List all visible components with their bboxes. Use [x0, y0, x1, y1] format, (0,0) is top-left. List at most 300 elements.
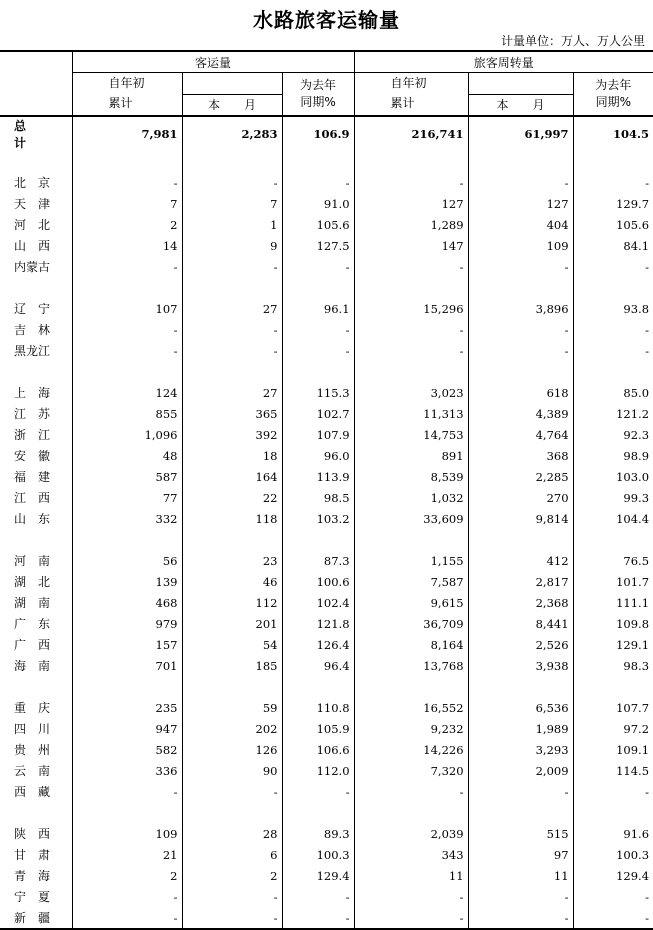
- cell-turn-month: 8,441: [468, 613, 573, 634]
- region-name: 新 疆: [0, 907, 72, 929]
- cell-turn-yoy: 109.8: [573, 613, 653, 634]
- cell-vol-ytd: 14: [72, 235, 182, 256]
- cell-vol-yoy: 110.8: [282, 697, 354, 718]
- cell-vol-month: 54: [182, 634, 282, 655]
- cell-turn-ytd: 33,609: [354, 508, 468, 529]
- cell-vol-yoy: 105.9: [282, 718, 354, 739]
- spacer-cell: [182, 361, 282, 382]
- spacer-cell: [0, 151, 72, 172]
- region-name: 青 海: [14, 869, 51, 883]
- spacer-cell: [72, 676, 182, 697]
- table-row: [0, 172, 653, 193]
- region-name: 浙 江: [14, 428, 51, 442]
- cell-turn-ytd: 9,615: [354, 592, 468, 613]
- spacer-cell: [182, 676, 282, 697]
- table-row: [0, 298, 653, 319]
- spacer-cell: [468, 361, 573, 382]
- region-name: 辽 宁: [14, 302, 51, 316]
- cell-vol-ytd: 1,096: [72, 424, 182, 445]
- corner-cell-lower: [0, 73, 72, 117]
- region-name: 江 西: [14, 491, 51, 505]
- cell-vol-ytd: 855: [72, 403, 182, 424]
- cell-vol-yoy: -: [282, 256, 354, 277]
- cell-turn-month: 618: [468, 382, 573, 403]
- cell-vol-yoy: 102.7: [282, 403, 354, 424]
- region-name: 海 南: [14, 659, 51, 673]
- cell-vol-yoy: -: [282, 340, 354, 361]
- header-vol-ytd: [72, 73, 182, 117]
- cell-turn-ytd: 15,296: [354, 298, 468, 319]
- table-row: [0, 319, 653, 340]
- cell-vol-ytd: -: [72, 340, 182, 361]
- cell-vol-ytd: -: [72, 256, 182, 277]
- cell-vol-ytd: 139: [72, 571, 182, 592]
- cell-vol-ytd: 979: [72, 613, 182, 634]
- cell-vol-yoy: 87.3: [282, 550, 354, 571]
- cell-turn-yoy: -: [573, 781, 653, 802]
- cell-vol-yoy: 121.8: [282, 613, 354, 634]
- header-vol-month: [182, 73, 282, 117]
- cell-vol-yoy: 113.9: [282, 466, 354, 487]
- cell-turn-ytd: -: [354, 907, 468, 929]
- cell-turn-ytd: 7,587: [354, 571, 468, 592]
- region-name: 广 西: [14, 638, 51, 652]
- cell-vol-month: 365: [182, 403, 282, 424]
- cell-vol-month: 201: [182, 613, 282, 634]
- cell-vol-yoy: -: [282, 172, 354, 193]
- cell-vol-month: 2: [182, 865, 282, 886]
- cell-vol-ytd: 7,981: [72, 116, 182, 151]
- header-turn-yoy-line2: 同期%: [595, 95, 631, 109]
- region-name: 河 南: [14, 554, 51, 568]
- spacer-cell: [573, 361, 653, 382]
- spacer-cell: [468, 277, 573, 298]
- cell-vol-yoy: 100.3: [282, 844, 354, 865]
- table-row: [0, 214, 653, 235]
- cell-vol-ytd: -: [72, 886, 182, 907]
- cell-turn-yoy: 91.6: [573, 823, 653, 844]
- cell-turn-ytd: -: [354, 172, 468, 193]
- spacer-row: [0, 802, 653, 823]
- cell-turn-ytd: 14,226: [354, 739, 468, 760]
- cell-vol-ytd: 48: [72, 445, 182, 466]
- cell-vol-ytd: 7: [72, 193, 182, 214]
- cell-vol-month: 59: [182, 697, 282, 718]
- cell-turn-ytd: 216,741: [354, 116, 468, 151]
- cell-turn-ytd: 1,289: [354, 214, 468, 235]
- cell-turn-month: -: [468, 172, 573, 193]
- cell-turn-month: 6,536: [468, 697, 573, 718]
- spacer-cell: [282, 361, 354, 382]
- table-row: [0, 256, 653, 277]
- header-passenger-volume: 客运量: [72, 51, 354, 73]
- region-name: 黑龙江: [14, 344, 51, 358]
- cell-vol-yoy: 126.4: [282, 634, 354, 655]
- cell-vol-month: 22: [182, 487, 282, 508]
- cell-turn-month: -: [468, 256, 573, 277]
- cell-vol-ytd: 21: [72, 844, 182, 865]
- spacer-cell: [354, 802, 468, 823]
- table-row: [0, 466, 653, 487]
- cell-vol-month: 392: [182, 424, 282, 445]
- table-row: [0, 655, 653, 676]
- spacer-cell: [182, 277, 282, 298]
- header-vol-yoy-line2: 同期%: [300, 95, 336, 109]
- region-name: 湖 南: [14, 596, 51, 610]
- corner-cell: [0, 51, 72, 73]
- spacer-cell: [0, 802, 72, 823]
- spacer-cell: [182, 529, 282, 550]
- table-row: [0, 445, 653, 466]
- table-row: [0, 718, 653, 739]
- cell-turn-month: 2,285: [468, 466, 573, 487]
- cell-turn-yoy: 121.2: [573, 403, 653, 424]
- region-name: 云 南: [14, 764, 51, 778]
- cell-turn-yoy: 98.3: [573, 655, 653, 676]
- cell-turn-month: -: [468, 886, 573, 907]
- cell-turn-yoy: -: [573, 907, 653, 929]
- cell-turn-month: 3,938: [468, 655, 573, 676]
- cell-turn-yoy: 97.2: [573, 718, 653, 739]
- cell-turn-ytd: 7,320: [354, 760, 468, 781]
- cell-vol-month: 126: [182, 739, 282, 760]
- cell-vol-ytd: 2: [72, 865, 182, 886]
- cell-turn-month: 2,009: [468, 760, 573, 781]
- cell-turn-month: 368: [468, 445, 573, 466]
- table-row: [0, 550, 653, 571]
- region-name: 吉 林: [14, 323, 51, 337]
- cell-turn-month: 11: [468, 865, 573, 886]
- spacer-cell: [72, 802, 182, 823]
- cell-turn-yoy: 92.3: [573, 424, 653, 445]
- spacer-cell: [468, 676, 573, 697]
- spacer-cell: [282, 277, 354, 298]
- spacer-cell: [282, 529, 354, 550]
- cell-vol-month: -: [182, 886, 282, 907]
- spacer-row: [0, 277, 653, 298]
- cell-turn-month: 515: [468, 823, 573, 844]
- header-turn-yoy-line1: 为去年: [595, 78, 632, 92]
- cell-vol-month: 9: [182, 235, 282, 256]
- cell-turn-ytd: -: [354, 340, 468, 361]
- cell-vol-ytd: 468: [72, 592, 182, 613]
- cell-turn-ytd: 11,313: [354, 403, 468, 424]
- table-row: [0, 865, 653, 886]
- cell-vol-yoy: 100.6: [282, 571, 354, 592]
- cell-vol-ytd: 109: [72, 823, 182, 844]
- cell-turn-ytd: 9,232: [354, 718, 468, 739]
- header-vol-month-label: 本 月: [183, 94, 282, 115]
- cell-turn-ytd: 1,032: [354, 487, 468, 508]
- cell-turn-ytd: 127: [354, 193, 468, 214]
- cell-turn-yoy: -: [573, 256, 653, 277]
- header-vol-ytd-line1: 自年初: [108, 76, 145, 90]
- table-row: [0, 235, 653, 256]
- cell-vol-ytd: -: [72, 319, 182, 340]
- cell-turn-yoy: -: [573, 172, 653, 193]
- table-row: [0, 634, 653, 655]
- region-name: 西 藏: [14, 785, 51, 799]
- cell-turn-month: 61,997: [468, 116, 573, 151]
- cell-turn-yoy: 129.4: [573, 865, 653, 886]
- cell-turn-ytd: 343: [354, 844, 468, 865]
- cell-turn-month: 2,368: [468, 592, 573, 613]
- cell-vol-yoy: -: [282, 781, 354, 802]
- table-row: [0, 844, 653, 865]
- spacer-cell: [282, 802, 354, 823]
- cell-vol-ytd: 947: [72, 718, 182, 739]
- spacer-row: [0, 361, 653, 382]
- region-name: 重 庆: [14, 701, 51, 715]
- spacer-cell: [354, 277, 468, 298]
- cell-vol-yoy: -: [282, 886, 354, 907]
- cell-turn-yoy: 98.9: [573, 445, 653, 466]
- cell-turn-ytd: 13,768: [354, 655, 468, 676]
- cell-turn-ytd: 16,552: [354, 697, 468, 718]
- region-name: 四 川: [14, 722, 51, 736]
- table-row: [0, 382, 653, 403]
- cell-vol-month: -: [182, 172, 282, 193]
- cell-turn-month: 3,293: [468, 739, 573, 760]
- cell-vol-month: 1: [182, 214, 282, 235]
- spacer-cell: [282, 151, 354, 172]
- region-name: 陕 西: [14, 827, 51, 841]
- table-row: [0, 613, 653, 634]
- cell-turn-yoy: 93.8: [573, 298, 653, 319]
- spacer-cell: [282, 676, 354, 697]
- cell-turn-yoy: 76.5: [573, 550, 653, 571]
- table-body: [0, 116, 653, 929]
- table-row: [0, 886, 653, 907]
- cell-vol-ytd: -: [72, 172, 182, 193]
- cell-turn-ytd: 11: [354, 865, 468, 886]
- cell-turn-yoy: 111.1: [573, 592, 653, 613]
- cell-turn-yoy: 109.1: [573, 739, 653, 760]
- region-name: 山 东: [14, 512, 51, 526]
- cell-turn-ytd: -: [354, 781, 468, 802]
- cell-turn-month: -: [468, 781, 573, 802]
- cell-vol-ytd: 235: [72, 697, 182, 718]
- cell-vol-month: 112: [182, 592, 282, 613]
- spacer-cell: [0, 529, 72, 550]
- cell-turn-ytd: 8,164: [354, 634, 468, 655]
- cell-turn-yoy: 99.3: [573, 487, 653, 508]
- cell-vol-month: -: [182, 907, 282, 929]
- cell-vol-yoy: 102.4: [282, 592, 354, 613]
- cell-turn-yoy: -: [573, 319, 653, 340]
- unit-note: 计量单位：万人、万人公里: [500, 34, 645, 48]
- spacer-cell: [72, 277, 182, 298]
- region-name: 内蒙古: [14, 260, 51, 274]
- cell-turn-month: 9,814: [468, 508, 573, 529]
- cell-vol-month: 90: [182, 760, 282, 781]
- cell-vol-month: -: [182, 781, 282, 802]
- spacer-cell: [182, 802, 282, 823]
- cell-turn-ytd: -: [354, 886, 468, 907]
- cell-vol-month: -: [182, 340, 282, 361]
- region-name: 安 徽: [14, 449, 51, 463]
- cell-vol-ytd: -: [72, 781, 182, 802]
- cell-vol-yoy: 96.0: [282, 445, 354, 466]
- region-name: 贵 州: [14, 743, 51, 757]
- cell-vol-month: 164: [182, 466, 282, 487]
- cell-turn-ytd: 8,539: [354, 466, 468, 487]
- region-name: 山 西: [14, 239, 51, 253]
- spacer-cell: [72, 151, 182, 172]
- spacer-cell: [468, 529, 573, 550]
- table-row: [0, 403, 653, 424]
- cell-vol-month: 28: [182, 823, 282, 844]
- cell-vol-month: 18: [182, 445, 282, 466]
- cell-vol-month: 118: [182, 508, 282, 529]
- cell-vol-yoy: 129.4: [282, 865, 354, 886]
- cell-vol-ytd: 157: [72, 634, 182, 655]
- region-name: 江 苏: [14, 407, 51, 421]
- cell-turn-yoy: 104.4: [573, 508, 653, 529]
- cell-vol-month: -: [182, 319, 282, 340]
- header-turn-month: [468, 73, 573, 117]
- cell-vol-month: 185: [182, 655, 282, 676]
- cell-turn-yoy: 129.1: [573, 634, 653, 655]
- cell-turn-month: 2,526: [468, 634, 573, 655]
- cell-turn-month: 4,764: [468, 424, 573, 445]
- cell-turn-yoy: 103.0: [573, 466, 653, 487]
- region-name: 甘 肃: [14, 848, 51, 862]
- cell-turn-yoy: 101.7: [573, 571, 653, 592]
- spacer-row: [0, 151, 653, 172]
- spacer-cell: [573, 529, 653, 550]
- cell-turn-yoy: 100.3: [573, 844, 653, 865]
- table-row: [0, 340, 653, 361]
- cell-turn-month: 97: [468, 844, 573, 865]
- cell-vol-month: 27: [182, 298, 282, 319]
- header-turn-ytd-line1: 自年初: [390, 76, 427, 90]
- cell-vol-ytd: 587: [72, 466, 182, 487]
- spacer-cell: [468, 151, 573, 172]
- spacer-cell: [72, 361, 182, 382]
- table-row: [0, 739, 653, 760]
- header-vol-yoy-line1: 为去年: [300, 78, 337, 92]
- cell-vol-yoy: 106.6: [282, 739, 354, 760]
- region-name: 福 建: [14, 470, 51, 484]
- cell-turn-month: 404: [468, 214, 573, 235]
- cell-turn-month: -: [468, 907, 573, 929]
- cell-vol-ytd: 107: [72, 298, 182, 319]
- cell-vol-ytd: 336: [72, 760, 182, 781]
- cell-turn-month: 2,817: [468, 571, 573, 592]
- cell-vol-month: 202: [182, 718, 282, 739]
- header-vol-ytd-line2: 累计: [108, 96, 133, 110]
- header-turn-ytd: [354, 73, 468, 117]
- cell-vol-ytd: 77: [72, 487, 182, 508]
- table-row: [0, 907, 653, 929]
- spacer-row: [0, 676, 653, 697]
- spacer-cell: [182, 151, 282, 172]
- spacer-cell: [573, 277, 653, 298]
- cell-turn-ytd: 3,023: [354, 382, 468, 403]
- cell-turn-ytd: 147: [354, 235, 468, 256]
- cell-turn-yoy: 84.1: [573, 235, 653, 256]
- cell-vol-ytd: 56: [72, 550, 182, 571]
- cell-vol-yoy: 89.3: [282, 823, 354, 844]
- cell-vol-yoy: 107.9: [282, 424, 354, 445]
- header-turn-ytd-line2: 累计: [390, 96, 415, 110]
- cell-vol-yoy: 103.2: [282, 508, 354, 529]
- cell-vol-month: 2,283: [182, 116, 282, 151]
- cell-vol-ytd: 701: [72, 655, 182, 676]
- cell-turn-yoy: 129.7: [573, 193, 653, 214]
- cell-turn-ytd: 2,039: [354, 823, 468, 844]
- header-vol-yoy: [282, 73, 354, 117]
- table-row: [0, 424, 653, 445]
- cell-vol-ytd: 582: [72, 739, 182, 760]
- cell-vol-yoy: -: [282, 907, 354, 929]
- transport-table: [0, 50, 653, 930]
- spacer-cell: [354, 361, 468, 382]
- cell-turn-ytd: 14,753: [354, 424, 468, 445]
- spacer-cell: [573, 802, 653, 823]
- cell-turn-ytd: -: [354, 319, 468, 340]
- cell-turn-ytd: 891: [354, 445, 468, 466]
- cell-turn-month: -: [468, 319, 573, 340]
- cell-vol-yoy: 106.9: [282, 116, 354, 151]
- cell-vol-yoy: 112.0: [282, 760, 354, 781]
- cell-turn-ytd: 1,155: [354, 550, 468, 571]
- spacer-cell: [354, 151, 468, 172]
- cell-vol-yoy: 91.0: [282, 193, 354, 214]
- cell-turn-month: 4,389: [468, 403, 573, 424]
- total-row: [0, 116, 653, 151]
- cell-vol-month: -: [182, 256, 282, 277]
- cell-turn-yoy: 104.5: [573, 116, 653, 151]
- cell-vol-month: 27: [182, 382, 282, 403]
- spacer-cell: [354, 529, 468, 550]
- region-name: 湖 北: [14, 575, 51, 589]
- cell-turn-month: 127: [468, 193, 573, 214]
- spacer-cell: [0, 676, 72, 697]
- table-row: [0, 781, 653, 802]
- cell-turn-ytd: 36,709: [354, 613, 468, 634]
- table-row: [0, 487, 653, 508]
- cell-turn-ytd: -: [354, 256, 468, 277]
- header-turn-yoy: [573, 73, 653, 117]
- cell-vol-yoy: 98.5: [282, 487, 354, 508]
- region-name: 天 津: [14, 197, 51, 211]
- cell-vol-ytd: 2: [72, 214, 182, 235]
- region-name: 宁 夏: [14, 890, 51, 904]
- table-row: [0, 697, 653, 718]
- cell-turn-month: 109: [468, 235, 573, 256]
- table-row: [0, 571, 653, 592]
- cell-turn-yoy: 114.5: [573, 760, 653, 781]
- cell-turn-yoy: -: [573, 340, 653, 361]
- spacer-cell: [573, 676, 653, 697]
- cell-turn-yoy: 85.0: [573, 382, 653, 403]
- spacer-cell: [468, 802, 573, 823]
- cell-turn-yoy: -: [573, 886, 653, 907]
- cell-vol-ytd: 124: [72, 382, 182, 403]
- cell-vol-yoy: 127.5: [282, 235, 354, 256]
- spacer-cell: [354, 676, 468, 697]
- cell-turn-month: 3,896: [468, 298, 573, 319]
- cell-turn-month: -: [468, 340, 573, 361]
- cell-vol-yoy: 105.6: [282, 214, 354, 235]
- page-title: 水路旅客运输量: [253, 8, 400, 32]
- spacer-cell: [72, 529, 182, 550]
- cell-vol-yoy: 96.4: [282, 655, 354, 676]
- table-row: [0, 193, 653, 214]
- cell-vol-ytd: 332: [72, 508, 182, 529]
